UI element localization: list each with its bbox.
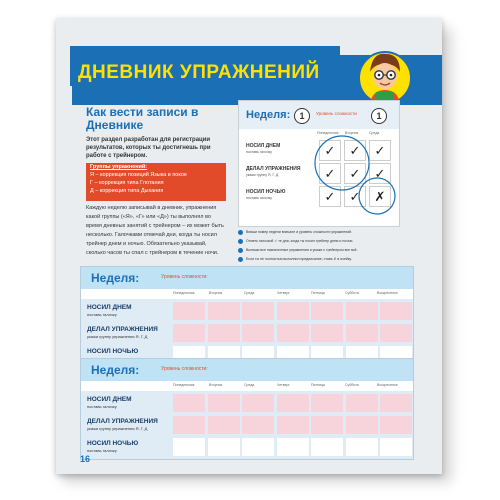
day-header: Пятница (311, 383, 325, 387)
note-item: Выпиши все назначенные упражнения и укажи с трейнером все всё. (238, 246, 398, 255)
day-cell[interactable] (277, 394, 309, 412)
row-hint: укажи группу упражнения Я, Г, Д (87, 426, 148, 431)
table-level-label: Уровень сложности: (161, 366, 208, 372)
row-label: НОСИЛ НОЧЬЮ (87, 440, 139, 447)
day-cell[interactable] (380, 324, 412, 342)
day-cell[interactable] (311, 324, 343, 342)
example-day: Вторник (345, 131, 359, 135)
table-row (81, 301, 413, 321)
day-cell[interactable] (242, 302, 274, 320)
row-hint: укажи группу упражнения Я, Г, Д (87, 334, 148, 339)
example-mark: ✗ (369, 186, 391, 207)
group-item: Д – коррекция типа Дыхания (90, 188, 164, 194)
row-label: НОСИЛ ДНЕМ (246, 143, 281, 149)
example-mark: ✓ (369, 140, 391, 161)
day-cell[interactable] (173, 394, 205, 412)
row-hint: поставь галочку (87, 312, 117, 317)
day-header: Воскресенье (377, 291, 398, 295)
day-header: Воскресенье (377, 383, 398, 387)
group-item: Я – коррекция позиций Языка в покое (90, 172, 187, 178)
example-week-label: Неделя: (246, 109, 291, 121)
example-mark: ✓ (319, 163, 341, 184)
day-header: Вторник (209, 291, 223, 295)
instructions-text: Каждую неделю записывай в дневник, упражнения какой группы («Я», «Г» или «Д») ты выполнял во время дневных занятий с трейнером – их может быть несколько. Галочками отмечай дни, когда ты носил трейнер днем и ночью. Обязательно указывай, сколько часов ты спал с трейнером в течение ночи. (86, 205, 224, 256)
day-cell[interactable] (346, 302, 378, 320)
day-cell[interactable] (173, 302, 205, 320)
example-mark: ✓ (369, 163, 391, 184)
page-title: ДНЕВНИК УПРАЖНЕНИЙ (78, 62, 320, 83)
groups-title: Группы упражнений: (90, 164, 148, 170)
row-hint: поставь галочку (246, 196, 272, 200)
page (56, 18, 442, 474)
table-row (81, 415, 413, 435)
day-header: Суббота (345, 291, 359, 295)
note-item: Если ты не полностью выполнил предписание, ставь ✗ в ячейку. (238, 255, 398, 264)
row-label: ДЕЛАЛ УПРАЖНЕНИЯ (87, 418, 158, 425)
table-week-label: Неделя: (91, 363, 140, 377)
day-header: Понедельник (173, 383, 195, 387)
diary-table (80, 266, 414, 368)
example-diary (238, 100, 400, 227)
row-label: НОСИЛ ДНЕМ (87, 304, 132, 311)
example-notes (238, 228, 398, 264)
day-cell[interactable] (208, 394, 240, 412)
row-label: ДЕЛАЛ УПРАЖНЕНИЯ (246, 166, 301, 172)
day-header: Среда (244, 291, 255, 295)
day-cell[interactable] (311, 438, 343, 456)
intro-text: Этот раздел разработан для регистрации результатов, которых ты достигнешь при работе с трейнером. (86, 137, 211, 159)
row-cells[interactable] (171, 393, 413, 413)
day-cell[interactable] (380, 438, 412, 456)
example-level-label: Уровень сложности (316, 111, 357, 116)
group-item: Г – коррекция типа Глотания (90, 180, 164, 186)
row-label: НОСИЛ НОЧЬЮ (246, 189, 286, 195)
row-label: НОСИЛ ДНЕМ (87, 396, 132, 403)
note-item: Впиши номер недели вначале и уровень сложности упражнений. (238, 228, 398, 237)
row-cells[interactable] (171, 415, 413, 435)
day-cell[interactable] (380, 394, 412, 412)
row-hint: поставь галочку (87, 448, 117, 453)
groups-box (86, 163, 226, 201)
day-cell[interactable] (277, 416, 309, 434)
table-days (81, 381, 413, 391)
day-cell[interactable] (173, 324, 205, 342)
day-cell[interactable] (311, 416, 343, 434)
day-cell[interactable] (208, 302, 240, 320)
day-cell[interactable] (242, 438, 274, 456)
table-days (81, 289, 413, 299)
row-cells[interactable] (171, 437, 413, 457)
day-header: Суббота (345, 383, 359, 387)
table-week-label: Неделя: (91, 271, 140, 285)
example-mark: ✓ (344, 140, 366, 161)
day-cell[interactable] (242, 394, 274, 412)
example-level-number: 1 (371, 108, 387, 124)
row-cells[interactable] (171, 301, 413, 321)
page-number: 16 (80, 454, 91, 464)
day-cell[interactable] (380, 302, 412, 320)
day-cell[interactable] (208, 324, 240, 342)
day-cell[interactable] (208, 438, 240, 456)
day-cell[interactable] (346, 394, 378, 412)
day-cell[interactable] (346, 416, 378, 434)
row-hint: укажи группу Я, Г, Д (246, 173, 279, 177)
table-row (81, 393, 413, 413)
day-header: Пятница (311, 291, 325, 295)
day-header: Понедельник (173, 291, 195, 295)
day-cell[interactable] (242, 416, 274, 434)
row-hint: поставь галочку (87, 404, 117, 409)
example-mark: ✓ (344, 163, 366, 184)
day-cell[interactable] (208, 416, 240, 434)
day-cell[interactable] (311, 302, 343, 320)
day-cell[interactable] (242, 324, 274, 342)
day-header: Четверг (277, 291, 290, 295)
day-cell[interactable] (277, 324, 309, 342)
day-header: Среда (244, 383, 255, 387)
row-hint: поставь галочку (246, 150, 272, 154)
example-week-number: 1 (294, 108, 310, 124)
section-heading: Как вести записи в Дневнике (86, 105, 199, 132)
day-cell[interactable] (311, 394, 343, 412)
day-cell[interactable] (346, 324, 378, 342)
day-cell[interactable] (380, 416, 412, 434)
table-level-label: Уровень сложности: (161, 274, 208, 280)
day-cell[interactable] (346, 438, 378, 456)
row-label: ДЕЛАЛ УПРАЖНЕНИЯ (87, 326, 158, 333)
day-header: Четверг (277, 383, 290, 387)
example-mark: ✓ (344, 186, 366, 207)
example-day: Среда (369, 131, 380, 135)
day-cell[interactable] (277, 302, 309, 320)
day-cell[interactable] (173, 438, 205, 456)
diary-table (80, 358, 414, 460)
row-label: НОСИЛ НОЧЬЮ (87, 348, 139, 355)
day-cell[interactable] (277, 438, 309, 456)
table-row (81, 437, 413, 457)
example-highlight-circles (239, 101, 399, 226)
note-item: Отметь галочкой ✓ те дни, когда ты носил трейнер днем и ночью. (238, 237, 398, 246)
table-row (81, 323, 413, 343)
day-header: Вторник (209, 383, 223, 387)
example-day: Понедельник (317, 131, 339, 135)
example-mark: ✓ (319, 186, 341, 207)
row-cells[interactable] (171, 323, 413, 343)
example-mark: ✓ (319, 140, 341, 161)
day-cell[interactable] (173, 416, 205, 434)
